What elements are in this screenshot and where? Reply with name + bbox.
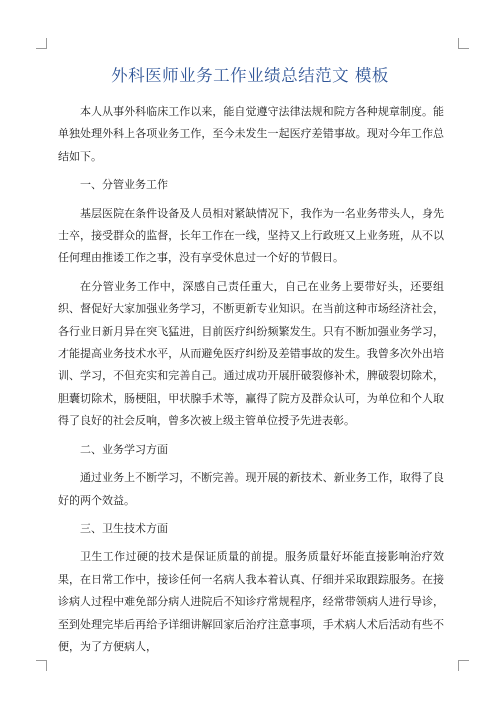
crop-mark-bottom-left	[36, 660, 47, 671]
document-title: 外科医师业务工作业绩总结范文 模板	[111, 66, 389, 85]
paragraph-section1-b: 在分管业务工作中，深感自己责任重大，自己在业务上要带好头，还要组织、督促好大家加强业务学习，不断更新专业知识。在当前这种市场经济社会，各行业日新月异在突飞猛进，目前医疗纠纷频繁发生。只有不断加强业务学习，才能提高业务技术水平，从而避免医疗纠纷及差错事故的发生。我曾多次外出培训、学习，不但充实和完善自己。通过成功开展肝破裂修补术，脾破裂切除术，胆囊切除术，肠梗阻，甲状腺手术等，赢得了院方及群众认可，为单位和个人取得了良好的社会反响，曾多次被上级主管单位授予先进表彰。	[58, 279, 444, 428]
section-heading-2: 二、业务学习方面	[80, 442, 168, 456]
paragraph-section2: 通过业务上不断学习，不断完善。现开展的新技术、新业务工作，取得了良好的两个效益。	[58, 471, 444, 507]
document-body	[58, 101, 444, 658]
paragraph-section1-a: 基层医院在条件设备及人员相对紧缺情况下，我作为一名业务带头人，身先士卒，接受群众的监督，长年工作在一线，坚持又上行政班又上业务班，从不以任何理由推诿工作之事，没有享受休息过一个好的节假日。	[58, 206, 444, 265]
section-heading-1: 一、分管业务工作	[80, 178, 168, 192]
paragraph-intro: 本人从事外科临床工作以来，能自觉遵守法律法规和院方各种规章制度。能单独处理外科上各项业务工作，至今未发生一起医疗差错事故。现对今年工作总结如下。	[58, 105, 444, 163]
paragraph-section3: 卫生工作过硬的技术是保证质量的前提。服务质量好坏能直接影响治疗效果，在日常工作中，接诊任何一名病人我本着认真、仔细并采取跟踪服务。在接诊病人过程中难免部分病人进院后不知诊疗常规程序，经常带领病人进行导诊，至到处理完毕后再给予详细讲解回家后治疗注意事项，手术病人术后活动有些不便，为了方便病人，	[58, 550, 444, 653]
crop-mark-top-right	[458, 38, 469, 49]
section-heading-3: 三、卫生技术方面	[80, 521, 168, 535]
crop-mark-bottom-right	[458, 660, 469, 671]
crop-mark-top-left	[36, 38, 47, 49]
